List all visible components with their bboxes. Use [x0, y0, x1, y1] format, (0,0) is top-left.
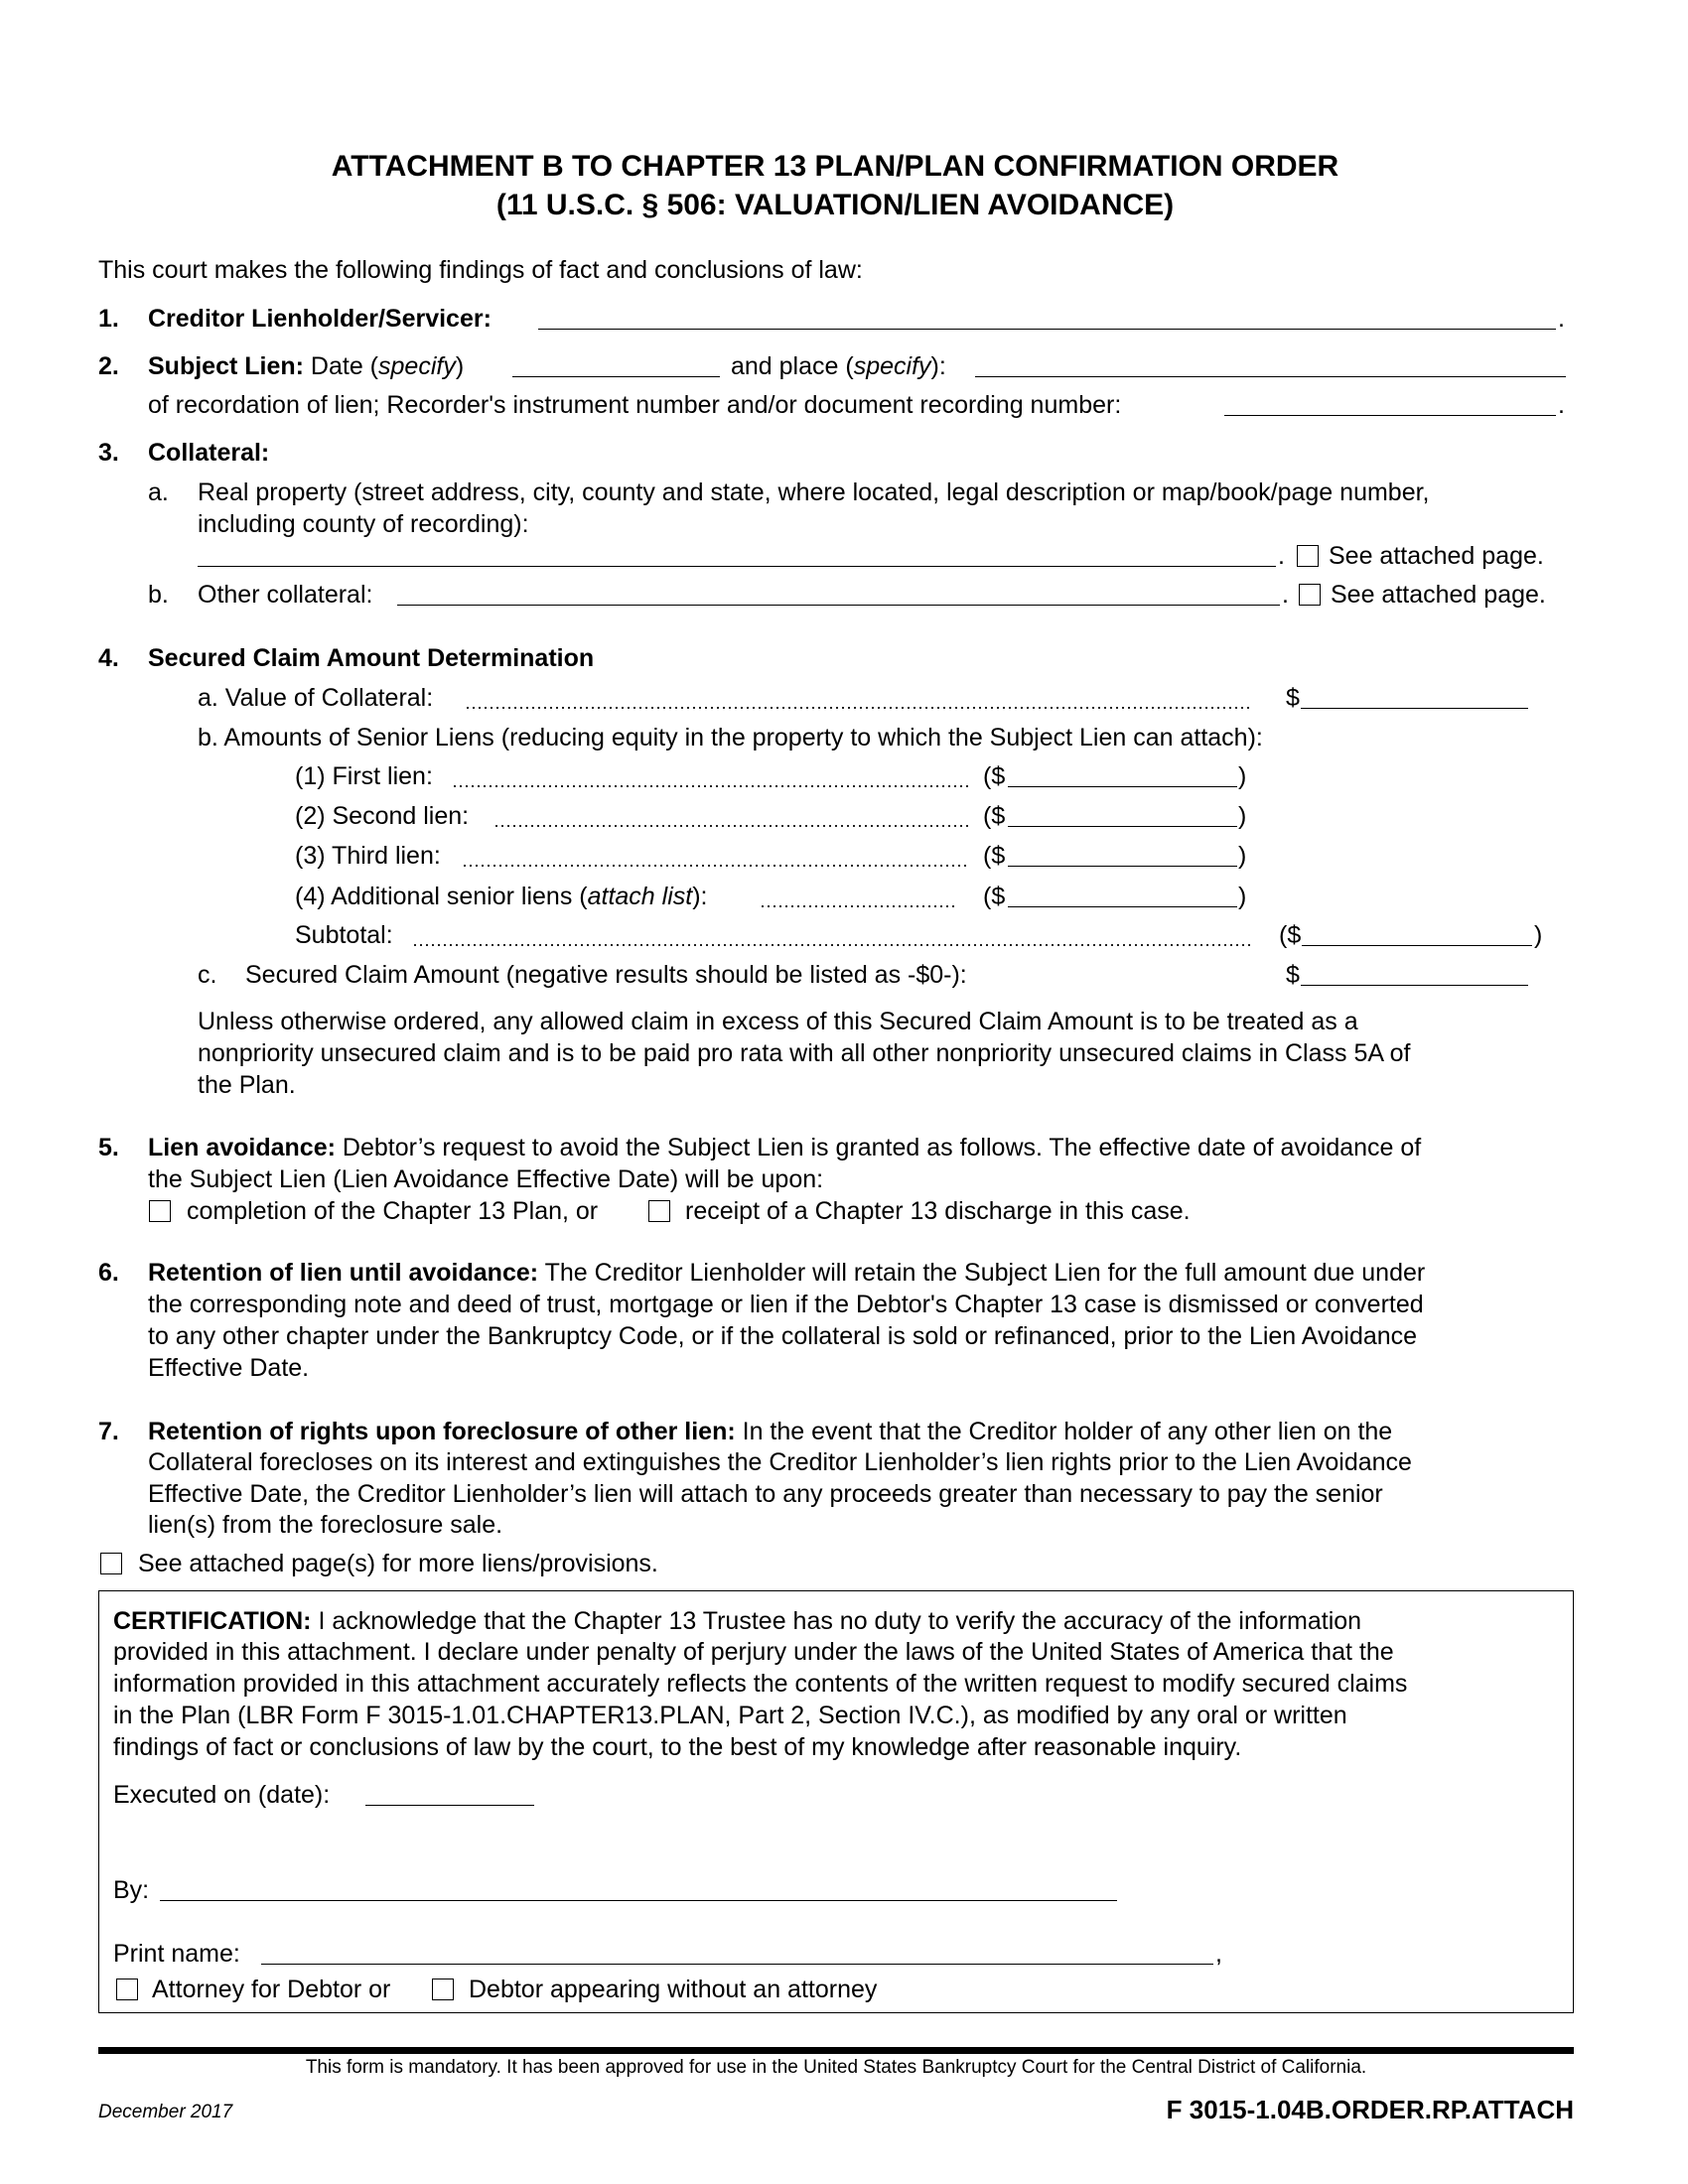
open-paren-dollar: ($ [983, 883, 1006, 910]
other-collateral-label: Other collateral: [198, 581, 373, 609]
dot-leader [452, 784, 968, 788]
section-7-number: 7. [98, 1418, 119, 1445]
section-1-number: 1. [98, 305, 119, 333]
additional-liens-label [295, 882, 707, 911]
other-collateral-see-attached-checkbox[interactable] [1299, 584, 1321, 606]
plan-completion-label: completion of the Chapter 13 Plan, or [187, 1197, 599, 1225]
creditor-field[interactable] [538, 304, 1556, 330]
value-of-collateral-label: a. Value of Collateral: [198, 684, 434, 712]
plan-completion-checkbox[interactable] [149, 1200, 171, 1222]
print-name-label: Print name: [113, 1940, 240, 1968]
open-paren-dollar: ($ [1279, 921, 1302, 949]
letter-b: b. [148, 581, 169, 609]
foreclosure-text [148, 1417, 1392, 1446]
specify-text: specify [378, 352, 456, 380]
section-6-number: 6. [98, 1259, 119, 1287]
attorney-label: Attorney for Debtor or [152, 1976, 391, 2003]
retention-line: to any other chapter under the Bankruptcy Code, or if the collateral is sold or refinanced, prior to the Lien Avoidance [148, 1322, 1418, 1350]
third-lien-field[interactable] [1008, 841, 1237, 867]
see-more-label: See attached page(s) for more liens/provisions. [138, 1550, 658, 1577]
signature-field[interactable] [160, 1875, 1117, 1901]
debtor-checkbox[interactable] [432, 1979, 454, 2000]
period: . [1282, 581, 1289, 609]
debtor-label: Debtor appearing without an attorney [469, 1976, 878, 2003]
subject-lien-label [148, 351, 464, 381]
lien-avoidance-heading: Lien avoidance: [148, 1134, 336, 1161]
period: . [1558, 391, 1565, 419]
secured-claim-amount-field[interactable] [1301, 960, 1528, 986]
retention-heading: Retention of lien until avoidance: [148, 1259, 539, 1287]
retention-line: The Creditor Lienholder will retain the Subject Lien for the full amount due under [538, 1259, 1426, 1287]
form-id: F 3015-1.04B.ORDER.RP.ATTACH [1166, 2095, 1574, 2124]
creditor-label: Creditor Lienholder/Servicer: [148, 305, 492, 333]
subtotal-field[interactable] [1302, 920, 1532, 946]
by-label: By: [113, 1876, 150, 1904]
dot-leader [462, 864, 968, 868]
section-4-number: 4. [98, 644, 119, 672]
section-5-number: 5. [98, 1134, 119, 1161]
certification-line: provided in this attachment. I declare under penalty of perjury under the laws of the United States of America that the [113, 1638, 1394, 1666]
certification-line: I acknowledge that the Chapter 13 Trustee has no duty to verify the accuracy of the information [311, 1607, 1362, 1635]
period: . [1278, 542, 1285, 570]
title-line-2: (11 U.S.C. § 506: VALUATION/LIEN AVOIDANCE) [495, 189, 1175, 221]
real-property-text-2: including county of recording): [198, 510, 529, 538]
real-property-field[interactable] [198, 541, 1276, 567]
certification-line: findings of fact or conclusions of law by the court, to the best of my knowledge after reasonable inquiry. [113, 1733, 1242, 1761]
value-of-collateral-field[interactable] [1301, 683, 1528, 709]
foreclosure-line: In the event that the Creditor holder of any other lien on the [735, 1418, 1393, 1445]
period: . [1558, 305, 1565, 333]
close-paren: ) [1238, 802, 1247, 830]
first-lien-field[interactable] [1008, 761, 1237, 787]
second-lien-field[interactable] [1008, 801, 1237, 827]
discharge-checkbox[interactable] [648, 1200, 670, 1222]
date-post: ) [455, 352, 465, 380]
recordation-text: of recordation of lien; Recorder's instrument number and/or document recording number: [148, 391, 1122, 419]
foreclosure-line: lien(s) from the foreclosure sale. [148, 1511, 503, 1539]
foreclosure-line: Collateral forecloses on its interest and extinguishes the Creditor Lienholder’s lien rights prior to the Lien Avoidance [148, 1448, 1412, 1476]
close-paren: ) [1534, 921, 1543, 949]
attach-list-text: attach list [587, 883, 693, 910]
form-date: December 2017 [98, 2102, 233, 2122]
foreclosure-heading: Retention of rights upon foreclosure of other lien: [148, 1418, 736, 1445]
lien-date-field[interactable] [512, 351, 720, 377]
collateral-heading: Collateral: [148, 439, 270, 467]
second-lien-label: (2) Second lien: [295, 802, 470, 830]
open-paren-dollar: ($ [983, 842, 1006, 870]
place-label [731, 351, 946, 381]
comma: , [1215, 1940, 1222, 1968]
open-paren-dollar: ($ [983, 762, 1006, 790]
retention-line: the corresponding note and deed of trust, mortgage or lien if the Debtor's Chapter 13 case is dismissed or converted [148, 1291, 1424, 1318]
footer-rule [98, 2047, 1574, 2054]
lien-avoidance-line-2: the Subject Lien (Lien Avoidance Effective Date) will be upon: [148, 1165, 824, 1193]
l4-pre: (4) Additional senior liens ( [295, 883, 588, 910]
excess-claim-text: the Plan. [198, 1071, 296, 1099]
letter-a: a. [148, 478, 169, 506]
lien-avoidance-text [148, 1133, 1421, 1162]
recording-number-field[interactable] [1224, 390, 1556, 416]
lien-place-field[interactable] [975, 351, 1566, 377]
lien-avoidance-line: Debtor’s request to avoid the Subject Lien is granted as follows. The effective date of avoidance of [335, 1134, 1422, 1161]
retention-text [148, 1258, 1425, 1288]
additional-liens-field[interactable] [1008, 882, 1237, 907]
see-attached-label: See attached page. [1329, 542, 1544, 570]
specify-text-2: specify [853, 352, 931, 380]
senior-liens-label: b. Amounts of Senior Liens (reducing equity in the property to which the Subject Lien can attach): [198, 724, 1263, 751]
place-post: ): [930, 352, 946, 380]
see-more-checkbox[interactable] [100, 1553, 122, 1574]
dollar-sign: $ [1286, 684, 1300, 712]
open-paren-dollar: ($ [983, 802, 1006, 830]
other-collateral-field[interactable] [397, 580, 1280, 606]
first-lien-label: (1) First lien: [295, 762, 433, 790]
letter-c: c. [198, 961, 217, 989]
foreclosure-line: Effective Date, the Creditor Lienholder’s lien will attach to any proceeds greater than necessary to pay the senior [148, 1480, 1383, 1508]
attorney-checkbox[interactable] [116, 1979, 138, 2000]
certification-line: in the Plan (LBR Form F 3015-1.01.CHAPTER13.PLAN, Part 2, Section IV.C.), as modified by any oral or written [113, 1702, 1347, 1729]
executed-date-field[interactable] [365, 1780, 534, 1806]
retention-line: Effective Date. [148, 1354, 310, 1382]
excess-claim-text: Unless otherwise ordered, any allowed claim in excess of this Secured Claim Amount is to be treated as a [198, 1008, 1358, 1035]
mandatory-notice: This form is mandatory. It has been approved for use in the United States Bankruptcy Court for the Central District of California. [305, 2057, 1367, 2078]
executed-on-label: Executed on (date): [113, 1781, 331, 1809]
certification-text [113, 1606, 1361, 1636]
place-pre: and place ( [731, 352, 854, 380]
subtotal-label: Subtotal: [295, 921, 393, 949]
date-pre: Date ( [310, 352, 379, 380]
intro-text: This court makes the following findings of fact and conclusions of law: [98, 256, 863, 284]
title-line-1: ATTACHMENT B TO CHAPTER 13 PLAN/PLAN CONFIRMATION ORDER [331, 150, 1339, 183]
l4-post: ): [692, 883, 708, 910]
third-lien-label: (3) Third lien: [295, 842, 441, 870]
real-property-see-attached-checkbox[interactable] [1297, 545, 1319, 567]
close-paren: ) [1238, 762, 1247, 790]
section-2-number: 2. [98, 352, 119, 380]
section-3-number: 3. [98, 439, 119, 467]
secured-claim-amount-label: Secured Claim Amount (negative results should be listed as -$0-): [245, 961, 967, 989]
discharge-label: receipt of a Chapter 13 discharge in this case. [685, 1197, 1191, 1225]
real-property-text-1: Real property (street address, city, county and state, where located, legal description or map/book/page number, [198, 478, 1430, 506]
close-paren: ) [1238, 883, 1247, 910]
dot-leader [465, 706, 1251, 710]
dot-leader [412, 943, 1251, 947]
close-paren: ) [1238, 842, 1247, 870]
certification-line: information provided in this attachment accurately reflects the contents of the written request to modify secured claims [113, 1670, 1408, 1698]
subject-lien-heading: Subject Lien: [148, 352, 304, 380]
dot-leader [493, 824, 968, 828]
print-name-field[interactable] [261, 1939, 1213, 1965]
certification-heading: CERTIFICATION: [113, 1607, 312, 1635]
excess-claim-text: nonpriority unsecured claim and is to be paid pro rata with all other nonpriority unsecured claims in Class 5A of [198, 1039, 1411, 1067]
secured-claim-heading: Secured Claim Amount Determination [148, 644, 595, 672]
dot-leader [760, 904, 958, 908]
see-attached-label: See attached page. [1331, 581, 1546, 609]
dollar-sign: $ [1286, 961, 1300, 989]
